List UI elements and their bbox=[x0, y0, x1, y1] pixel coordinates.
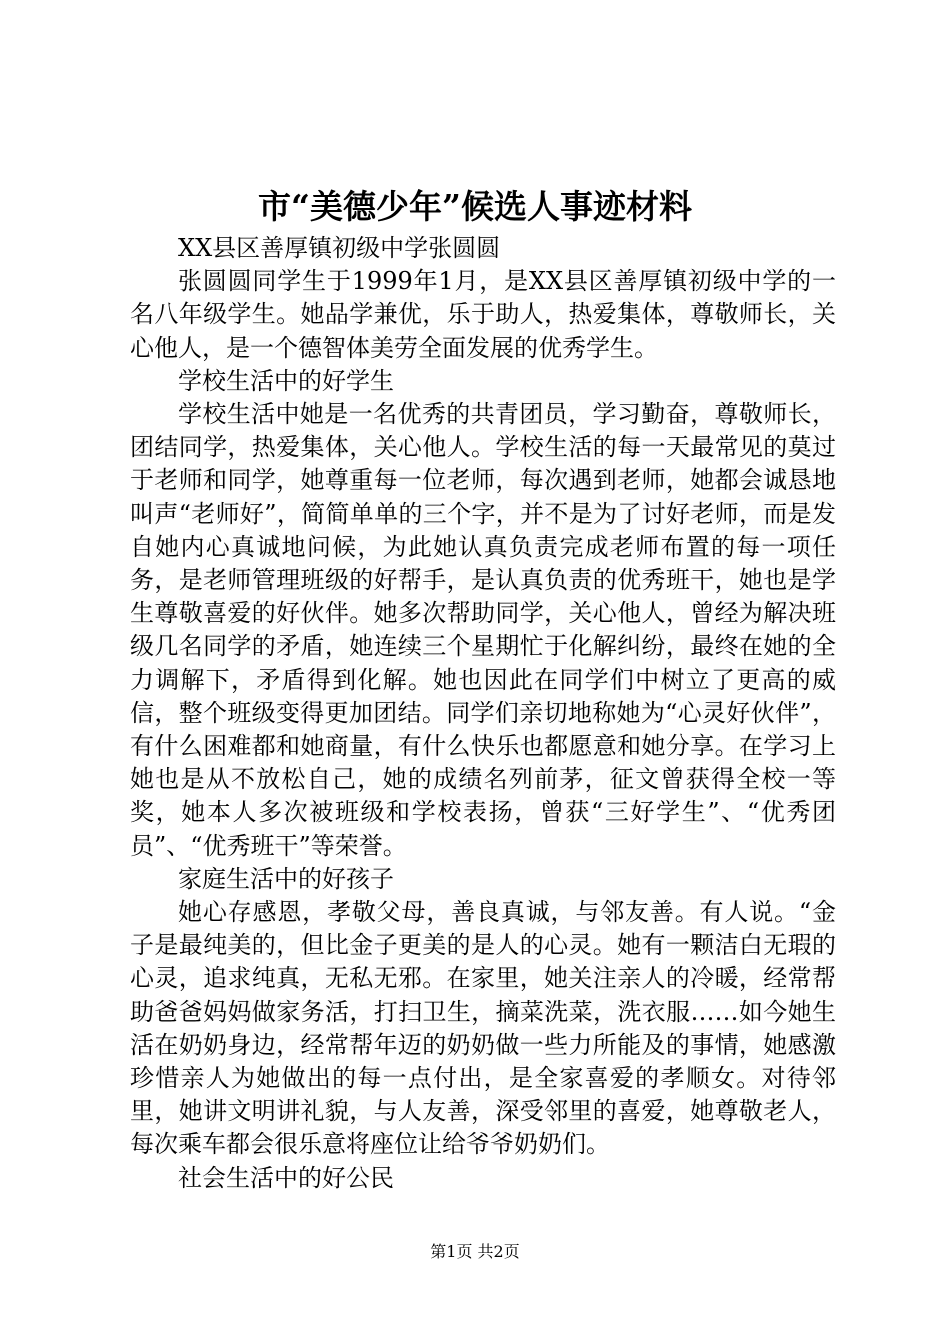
page-title: 市“美德少年”候选人事迹材料 bbox=[258, 187, 692, 226]
page-footer: 第1页 共2页 bbox=[430, 1242, 520, 1261]
author-line: XX县区善厚镇初级中学张圆圆 bbox=[178, 234, 501, 262]
section-heading-school: 学校生活中的好学生 bbox=[178, 366, 394, 395]
family-paragraph: 她心存感恩，孝敬父母，善良真诚，与邻友善。有人说。“金子是最纯美的，但比金子更美的是人的心灵。她有一颗洁白无瑕的心灵，追求纯真，无私无邪。在家里，她关注亲人的冷暖，经常帮助爸爸妈妈做家务活，打扫卫生，摘菜洗菜，洗衣服……如今她生活在奶奶身边，经常帮年迈的奶奶做一些力所能及的事情，她感激珍惜亲人为她做出的每一点付出，是全家喜爱的孝顺女。对待邻里，她讲文明讲礼貌，与人友善，深受邻里的喜爱，她尊敬老人，每次乘车都会很乐意将座位让给爷爷奶奶们。 bbox=[130, 898, 836, 1159]
section-heading-society: 社会生活中的好公民 bbox=[178, 1163, 394, 1192]
school-paragraph: 学校生活中她是一名优秀的共青团员，学习勤奋，尊敬师长，团结同学，热爱集体，关心他人。学校生活的每一天最常见的莫过于老师和同学，她尊重每一位老师，每次遇到老师，她都会诚恳地叫声“老师好”，简简单单的三个字，并不是为了讨好老师，而是发自她内心真诚地问候，为此她认真负责完成老师布置的每一项任务，是老师管理班级的好帮手，是认真负责的优秀班干，她也是学生尊敬喜爱的好伙伴。她多次帮助同学，关心他人，曾经为解决班级几名同学的矛盾，她连续三个星期忙于化解纠纷，最终在她的全力调解下，矛盾得到化解。她也因此在同学们中树立了更高的威信，整个班级变得更加团结。同学们亲切地称她为“心灵好伙伴”，有什么困难都和她商量，有什么快乐也都愿意和她分享。在学习上她也是从不放松自己，她的成绩名列前茅，征文曾获得全校一等奖，她本人多次被班级和学校表扬，曾获“三好学生”、“优秀团员”、“优秀班干”等荣誉。 bbox=[130, 400, 836, 860]
section-heading-family: 家庭生活中的好孩子 bbox=[178, 864, 394, 893]
document-body bbox=[130, 232, 836, 1195]
intro-paragraph: 张圆圆同学生于1999年1月，是XX县区善厚镇初级中学的一名八年级学生。她品学兼优，乐于助人，热爱集体，尊敬师长，关心他人，是一个德智体美劳全面发展的优秀学生。 bbox=[130, 267, 836, 362]
